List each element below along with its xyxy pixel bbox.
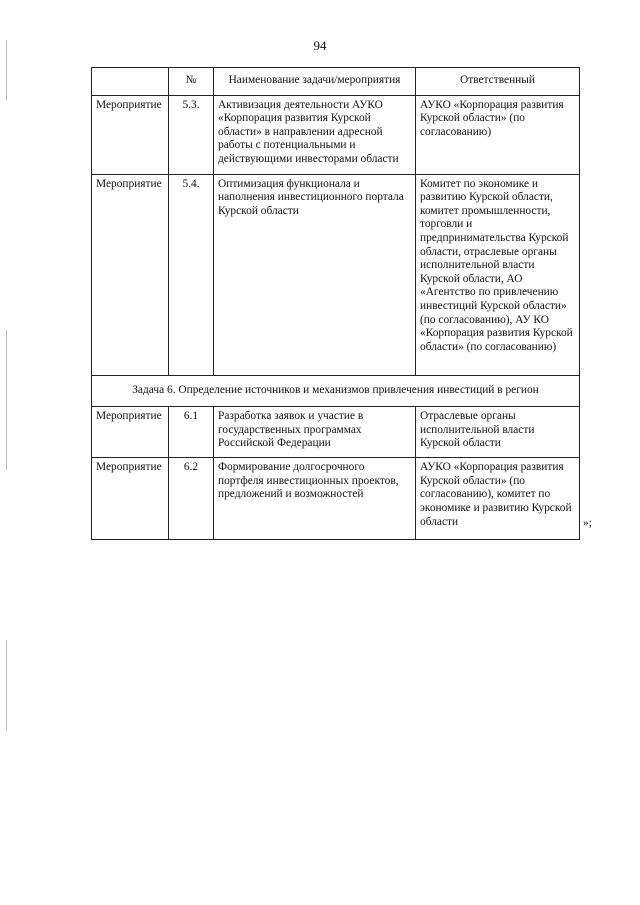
- table-row: [92, 458, 580, 540]
- cell-name: Оптимизация функционала и наполнения инвестиционного портала Курской области: [214, 174, 416, 375]
- scan-edge-mark: [6, 330, 7, 470]
- task-heading-row: [92, 375, 580, 407]
- cell-responsible: АУКО «Корпорация развития Курской области» (по согласованию): [416, 95, 580, 174]
- table-header-row: [92, 68, 580, 96]
- header-responsible: Ответственный: [416, 68, 580, 96]
- cell-number: 6.2: [169, 458, 214, 540]
- table-row: [92, 174, 580, 375]
- cell-kind: Мероприятие: [92, 458, 169, 540]
- page-number: 94: [313, 38, 327, 53]
- cell-kind: Мероприятие: [92, 407, 169, 458]
- measures-table: [91, 67, 580, 540]
- task-title: Задача 6. Определение источников и механизмов привлечения инвестиций в регион: [92, 375, 580, 407]
- header-name: Наименование задачи/мероприятия: [214, 68, 416, 96]
- cell-number: 5.4.: [169, 174, 214, 375]
- cell-number: 6.1: [169, 407, 214, 458]
- header-kind: [92, 68, 169, 96]
- cell-responsible: АУКО «Корпорация развития Курской области» (по согласованию), комитет по экономике и развитию Курской области: [416, 458, 580, 540]
- cell-name: Формирование долгосрочного портфеля инвестиционных проектов, предложений и возможностей: [214, 458, 416, 540]
- cell-number: 5.3.: [169, 95, 214, 174]
- cell-name: Активизация деятельности АУКО «Корпорация развития Курской области» в направлении адресной работы с потенциальными и действующими инвесторами области: [214, 95, 416, 174]
- cell-responsible: Комитет по экономике и развитию Курской области, комитет промышленности, торговли и предпринимательства Курской области, отраслевые органы исполнительной власти Курской области, АО «Агентство по привлечению инвестиций Курской области» (по согласованию), АУ КО «Корпорация развития Курской области» (по согласованию): [416, 174, 580, 375]
- closing-quote-mark: »;: [583, 517, 592, 529]
- cell-responsible: Отраслевые органы исполнительной власти Курской области: [416, 407, 580, 458]
- cell-kind: Мероприятие: [92, 95, 169, 174]
- table-row: [92, 407, 580, 458]
- cell-kind: Мероприятие: [92, 174, 169, 375]
- table-row: [92, 95, 580, 174]
- scan-edge-mark: [6, 640, 7, 730]
- cell-name: Разработка заявок и участие в государственных программах Российской Федерации: [214, 407, 416, 458]
- header-number: №: [169, 68, 214, 96]
